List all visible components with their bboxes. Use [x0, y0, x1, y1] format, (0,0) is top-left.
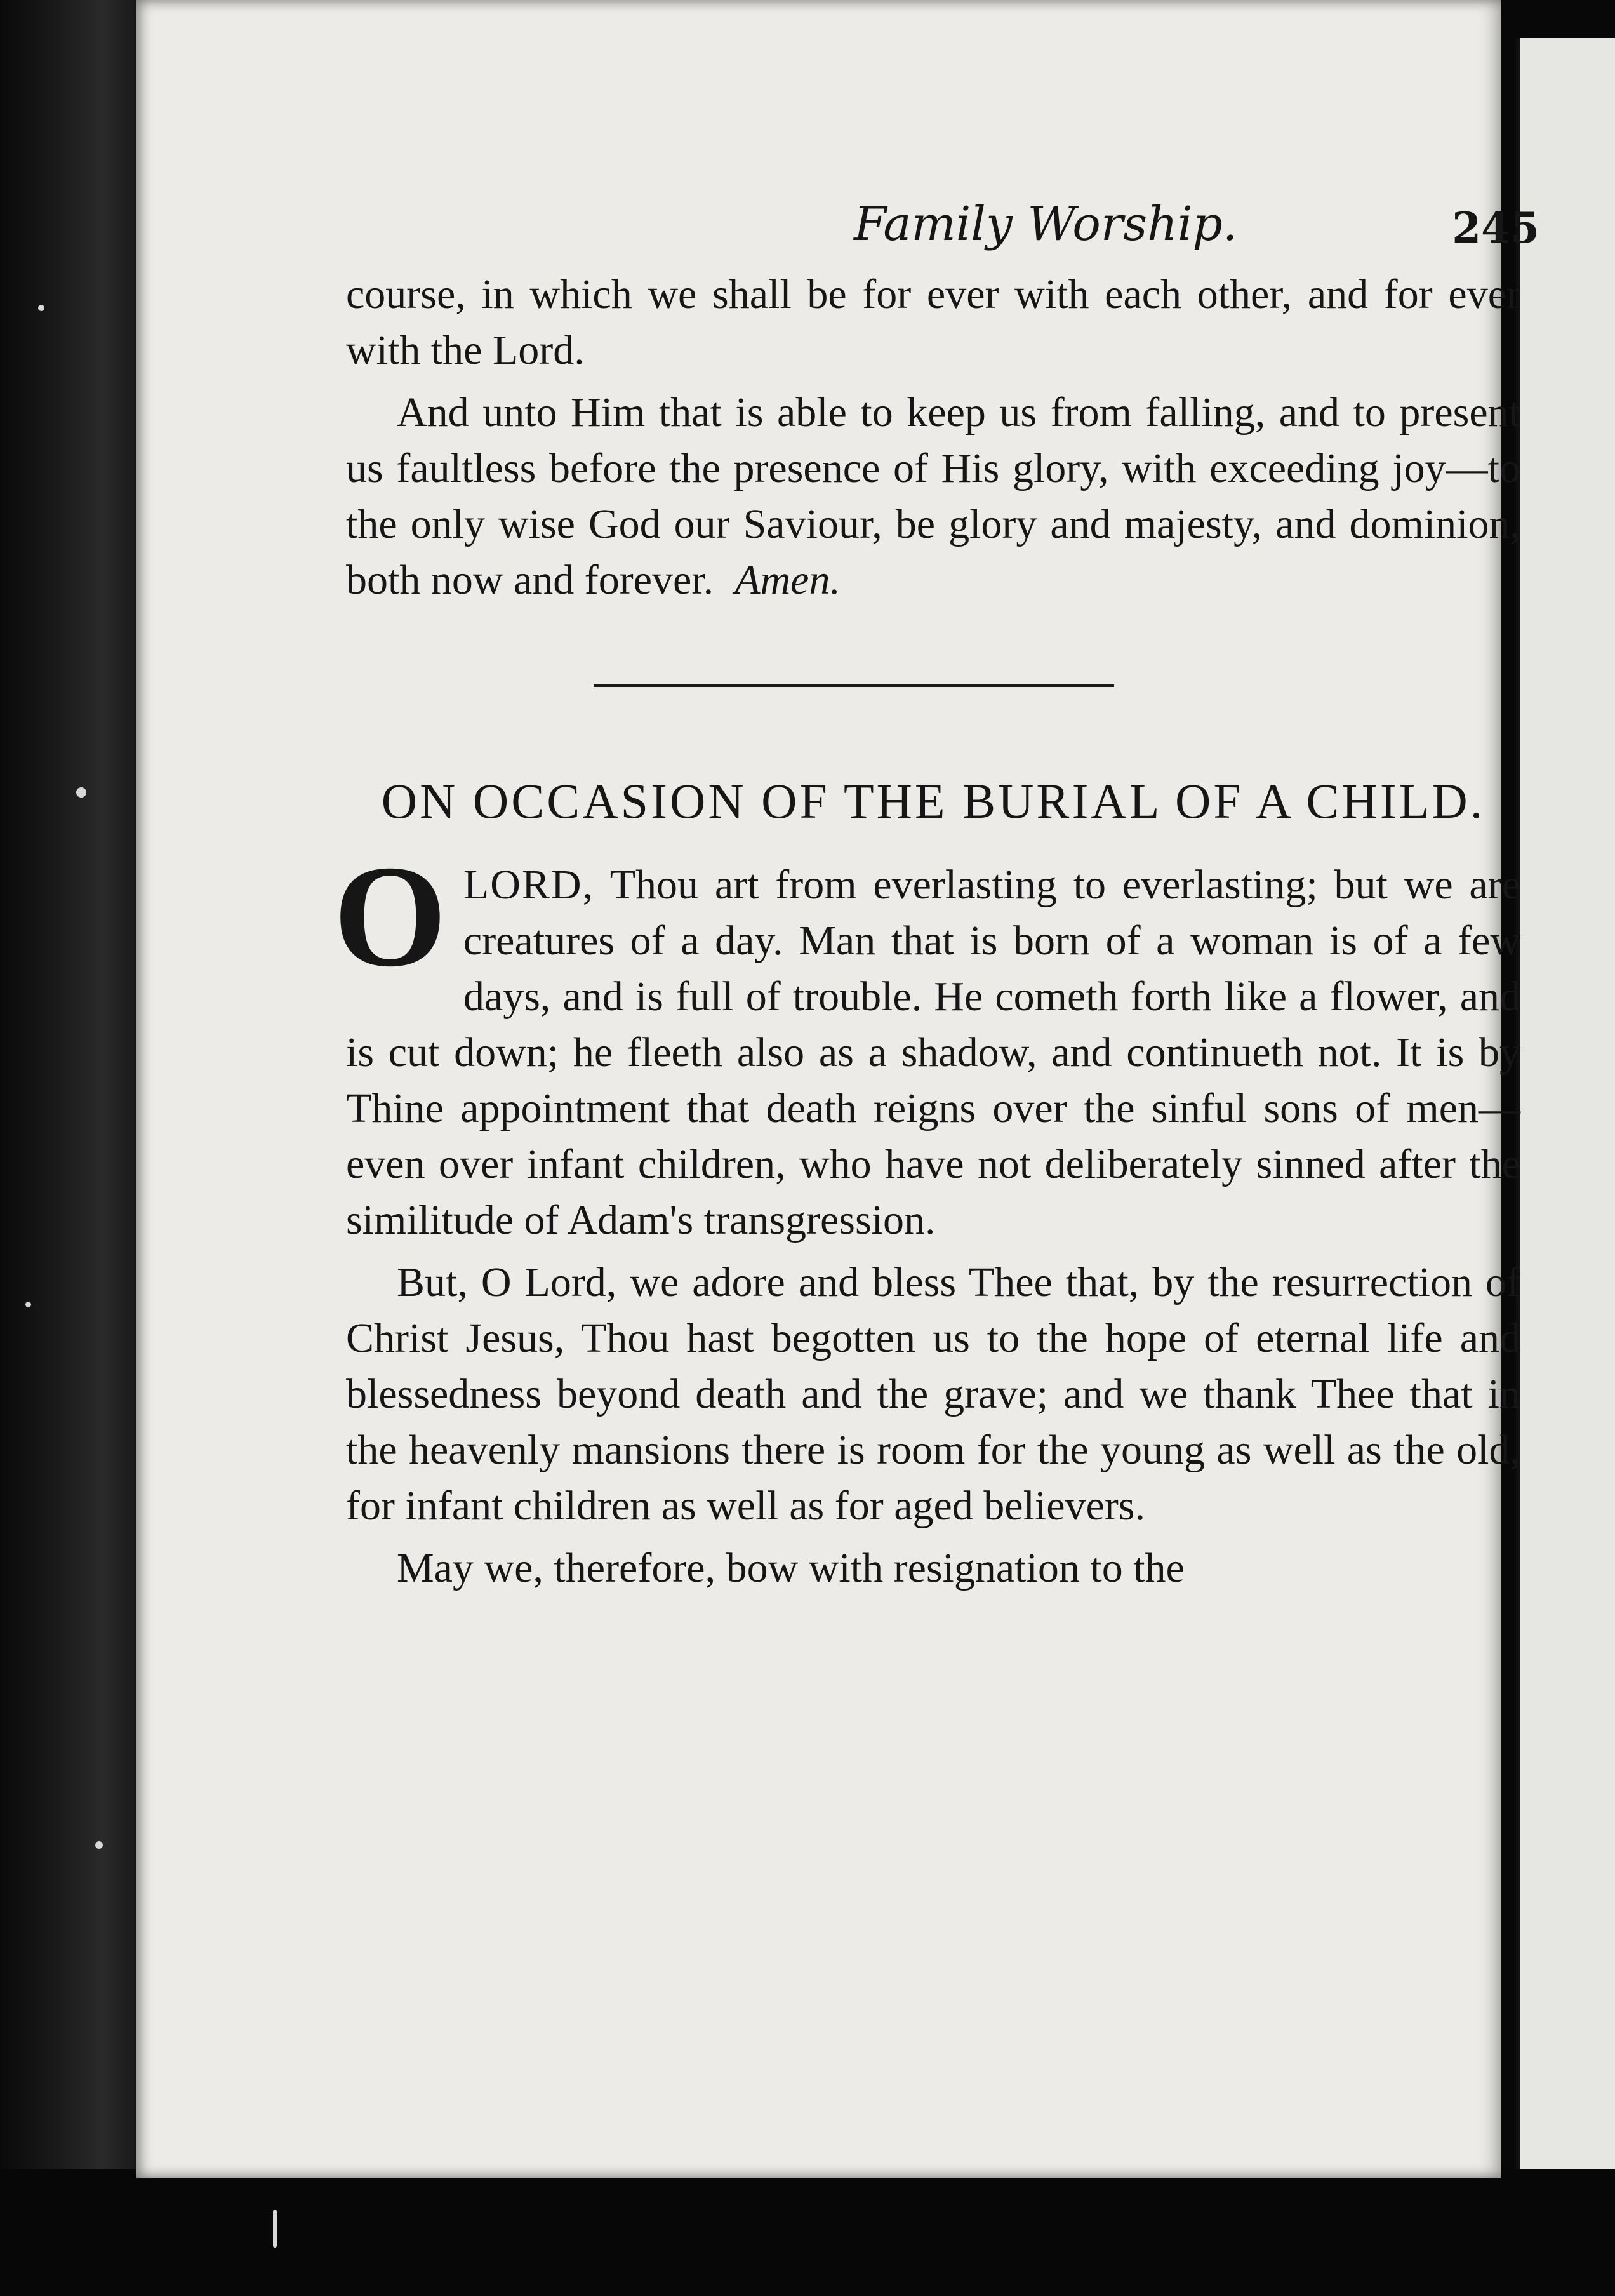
dust-speck: [273, 2210, 277, 2248]
paragraph-resurrection: But, O Lord, we adore and bless Thee that, by the resurrection of Christ Jesus, Thou hast begotten us to the hope of eternal life and blessedness beyond death and the grave; and we thank Thee that in the heavenly mansions there is room for the young as well as the old, for infant children as well as for aged believers.: [346, 1259, 1520, 1529]
adjacent-page-edge: [1516, 38, 1615, 2184]
scan-left-margin: [0, 0, 146, 2296]
paragraph-resignation: May we, therefore, bow with resignation to the: [397, 1545, 1185, 1591]
doxology-text: And unto Him that is able to keep us from falling, and to present us faultless before the presence of His glory, with exceeding joy—to the only wise God our Saviour, be glory and majesty, and dominion, both now and forever.: [346, 389, 1520, 603]
running-head-title: Family Worship.: [854, 197, 1238, 251]
paragraph-opening-prayer: [333, 835, 1520, 1248]
dust-speck: [25, 1302, 31, 1307]
paragraph-continued: course, in which we shall be for ever with each other, and for ever with the Lord.: [346, 271, 1520, 373]
scan-bottom-margin: [0, 2169, 1615, 2296]
section-title: ON OCCASION OF THE BURIAL OF A CHILD.: [381, 773, 1485, 829]
drop-cap: O: [333, 835, 447, 997]
running-head: [346, 190, 1539, 267]
amen-text: Amen.: [734, 557, 841, 603]
page-content: [333, 190, 1539, 1603]
section-divider-rule: [594, 684, 1114, 687]
dust-speck: [95, 1841, 103, 1849]
dust-speck: [76, 787, 86, 798]
first-word: LORD,: [463, 862, 595, 908]
opening-prayer-text: Thou art from everlasting to everlasting; but we are creatures of a day. Man that is born of a woman is of a few days, and is full of trouble. He cometh forth like a flower, and is cut down; he fleeth also as a shadow, and continueth not. It is by Thine appointment that death reigns over the sinful sons of men—even over infant children, who have not deliberately sinned after the similitude of Adam's transgression.: [346, 862, 1520, 1243]
page-number: 245: [1452, 203, 1539, 253]
dust-speck: [38, 305, 44, 311]
paragraph-doxology: [346, 385, 1520, 608]
book-page: [136, 0, 1539, 2178]
